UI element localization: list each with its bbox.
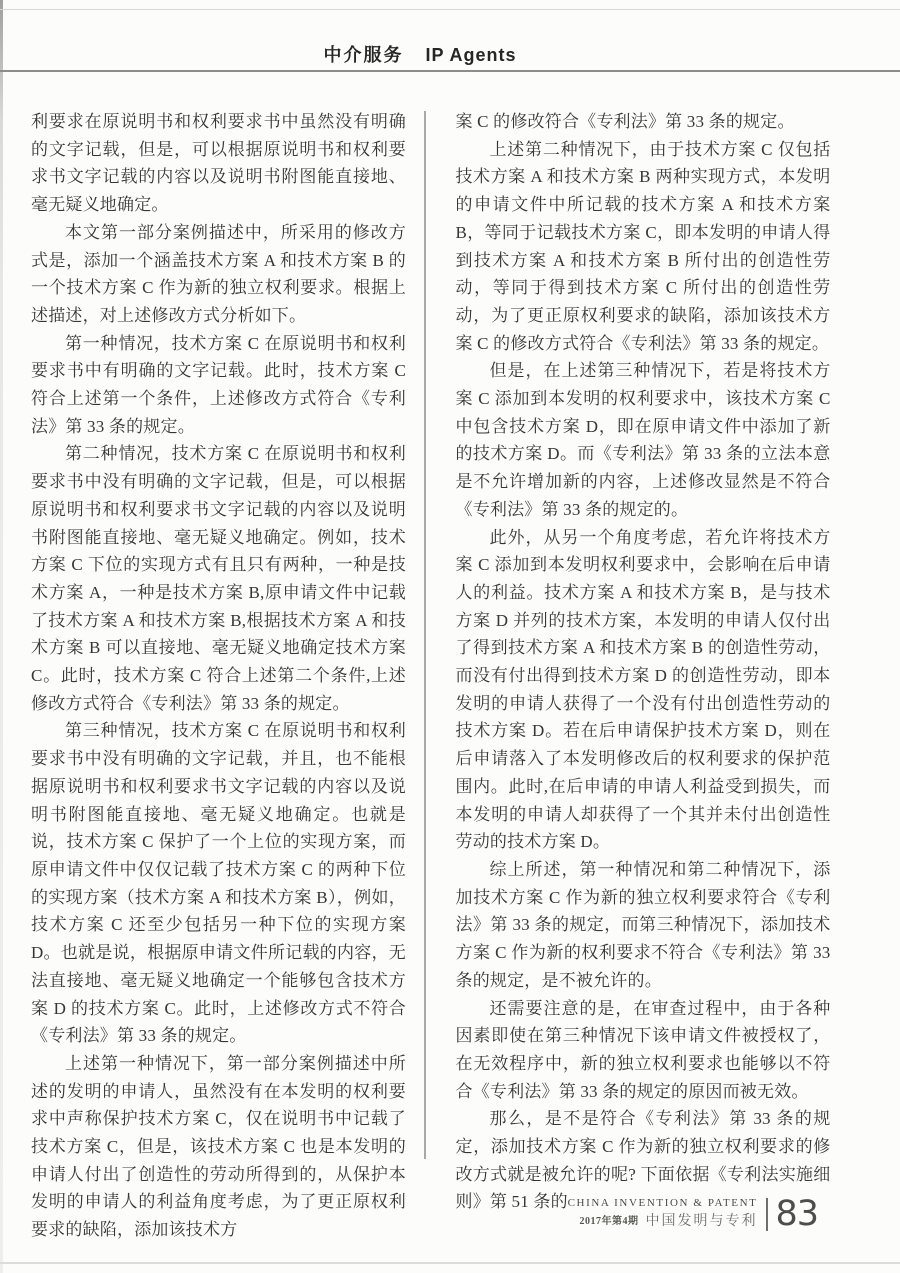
paragraph: 那么，是不是符合《专利法》第 33 条的规定，添加技术方案 C 作为新的独立权利要求的修改方式就是被允许的呢? 下面依据《专利法实施细则》第 51 条的: [455, 1109, 831, 1212]
journal-info: [568, 1197, 758, 1232]
paragraph: 上述第二种情况下，由于技术方案 C 仅包括技术方案 A 和技术方案 B 两种实现方式，本发明的申请文件中所记载的技术方案 A 和技术方案 B，等同于记载技术方案 C，即本发明的申请人得到技术方案 A 和技术方案 B 所付出的创造性劳动，等同于得到技术方案 C 所付出的创造性劳动，为了更正原权利要求的缺陷，添加该技术方案 C 的修改方式符合《专利法》第 33 条的规定。: [455, 139, 831, 353]
paragraph: 第一种情况，技术方案 C 在原说明书和权利要求书中有明确的文字记载。此时，技术方案 C 符合上述第一个条件，上述修改方式符合《专利法》第 33 条的规定。: [31, 333, 406, 436]
paragraph: 第三种情况，技术方案 C 在原说明书和权利要求书中没有明确的文字记载，并且，也不能根据原说明书和权利要求书文字记载的内容以及说明书附图能直接地、毫无疑义地确定。也就是说，技术方案 C 保护了一个上位的实现方案，而原申请文件中仅仅记载了技术方案 C 的两种下位的实现方案（技术方案 A 和技术方案 B），例如，技术方案 C 还至少包括另一种下位的实现方案 D。也就是说，根据原申请文件所记载的内容，无法直接地、毫无疑义地确定一个能够包含技术方案 D 的技术方案 C。此时，上述修改方式不符合《专利法》第 33 条的规定。: [31, 721, 406, 1046]
paragraph: 综上所述，第一种情况和第二种情况下，添加技术方案 C 作为新的独立权利要求符合《专利法》第 33 条的规定，而第三种情况下，添加技术方案 C 作为新的权利要求不符合《专利法》第 33 条的规定，是不被允许的。: [455, 859, 831, 990]
footer-divider-bar: [766, 1198, 768, 1231]
left-column: [31, 108, 406, 1244]
section-title-zh: 中介服务: [323, 45, 404, 65]
paragraph: 还需要注意的是，在审查过程中，由于各种因素即使在第三种情况下该申请文件被授权了，在无效程序中，新的独立权利要求也能够以不符合《专利法》第 33 条的规定的原因而被无效。: [455, 998, 831, 1101]
paragraph: 第二种情况，技术方案 C 在原说明书和权利要求书中没有明确的文字记载，但是，可以根据原说明书和权利要求书文字记载的内容以及说明书附图能直接地、毫无疑义地确定。例如，技术方案 C 下位的实现方式有且只有两种，一种是技术方案 A，一种是技术方案 B,原申请文件中记载了技术方案 A 和技术方案 B,根据技术方案 A 和技术方案 B 可以直接地、毫无疑义地确定技术方案 C。此时，技术方案 C 符合上述第二个条件,上述修改方式符合《专利法》第 33 条的规定。: [31, 444, 406, 713]
paragraph: 本文第一部分案例描述中，所采用的修改方式是，添加一个涵盖技术方案 A 和技术方案 B 的一个技术方案 C 作为新的独立权利要求。根据上述描述，对上述修改方式分析如下。: [31, 222, 406, 325]
journal-name-zh: 中国发明与专利: [645, 1214, 758, 1230]
paragraph: 但是，在上述第三种情况下，若是将技术方案 C 添加到本发明的权利要求中，该技术方案 C 中包含技术方案 D，即在原申请文件中添加了新的技术方案 D。而《专利法》第 33 条的立法本意是不允许增加新的内容，上述修改显然是不符合《专利法》第 33 条的规定的。: [455, 361, 831, 519]
paragraph: 上述第一种情况下，第一部分案例描述中所述的发明的申请人，虽然没有在本发明的权利要求中声称保护技术方案 C，仅在说明书中记载了技术方案 C，但是，该技术方案 C 也是本发明的申请人付出了创造性的劳动所得到的，从保护本发明的申请人的利益角度考虑，为了更正原权利要求的缺陷，添加该技术方: [31, 1053, 406, 1240]
page-footer: [568, 1194, 818, 1234]
paragraph: 案 C 的修改符合《专利法》第 33 条的规定。: [455, 112, 795, 131]
journal-issue-line: [568, 1211, 758, 1231]
scan-edge-left: [0, 0, 3, 1273]
section-title-en: IP Agents: [425, 45, 517, 65]
page-number: 83: [775, 1194, 818, 1234]
scan-line-bottom: [0, 1262, 900, 1264]
paragraph: 利要求在原说明书和权利要求书中虽然没有明确的文字记载，但是，可以根据原说明书和权利要求书文字记载的内容以及说明书附图能直接地、毫无疑义地确定。: [31, 112, 406, 215]
column-divider: [424, 111, 426, 1159]
journal-issue: 2017年第4期: [579, 1216, 639, 1228]
paragraph: 此外，从另一个角度考虑，若允许将技术方案 C 添加到本发明权利要求中，会影响在后申请人的利益。技术方案 A 和技术方案 B，是与技术方案 D 并列的技术方案，本发明的申请人仅付出了得到技术方案 A 和技术方案 B 的创造性劳动，而没有付出得到技术方案 D 的创造性劳动，即本发明的申请人获得了一个没有付出创造性劳动的技术方案 D。若在后申请保护技术方案 D，则在后申请落入了本发明修改后的权利要求的保护范围内。此时,在后申请的申请人利益受到损失，而本发明的申请人却获得了一个其并未付出创造性劳动的技术方案 D。: [455, 527, 831, 852]
article-body: [31, 108, 831, 1244]
scan-line-top: [0, 9, 900, 10]
section-title: [0, 41, 840, 67]
header-rule: [0, 70, 900, 72]
journal-name-en: CHINA INVENTION & PATENT: [567, 1196, 758, 1209]
right-column: [456, 108, 831, 1216]
